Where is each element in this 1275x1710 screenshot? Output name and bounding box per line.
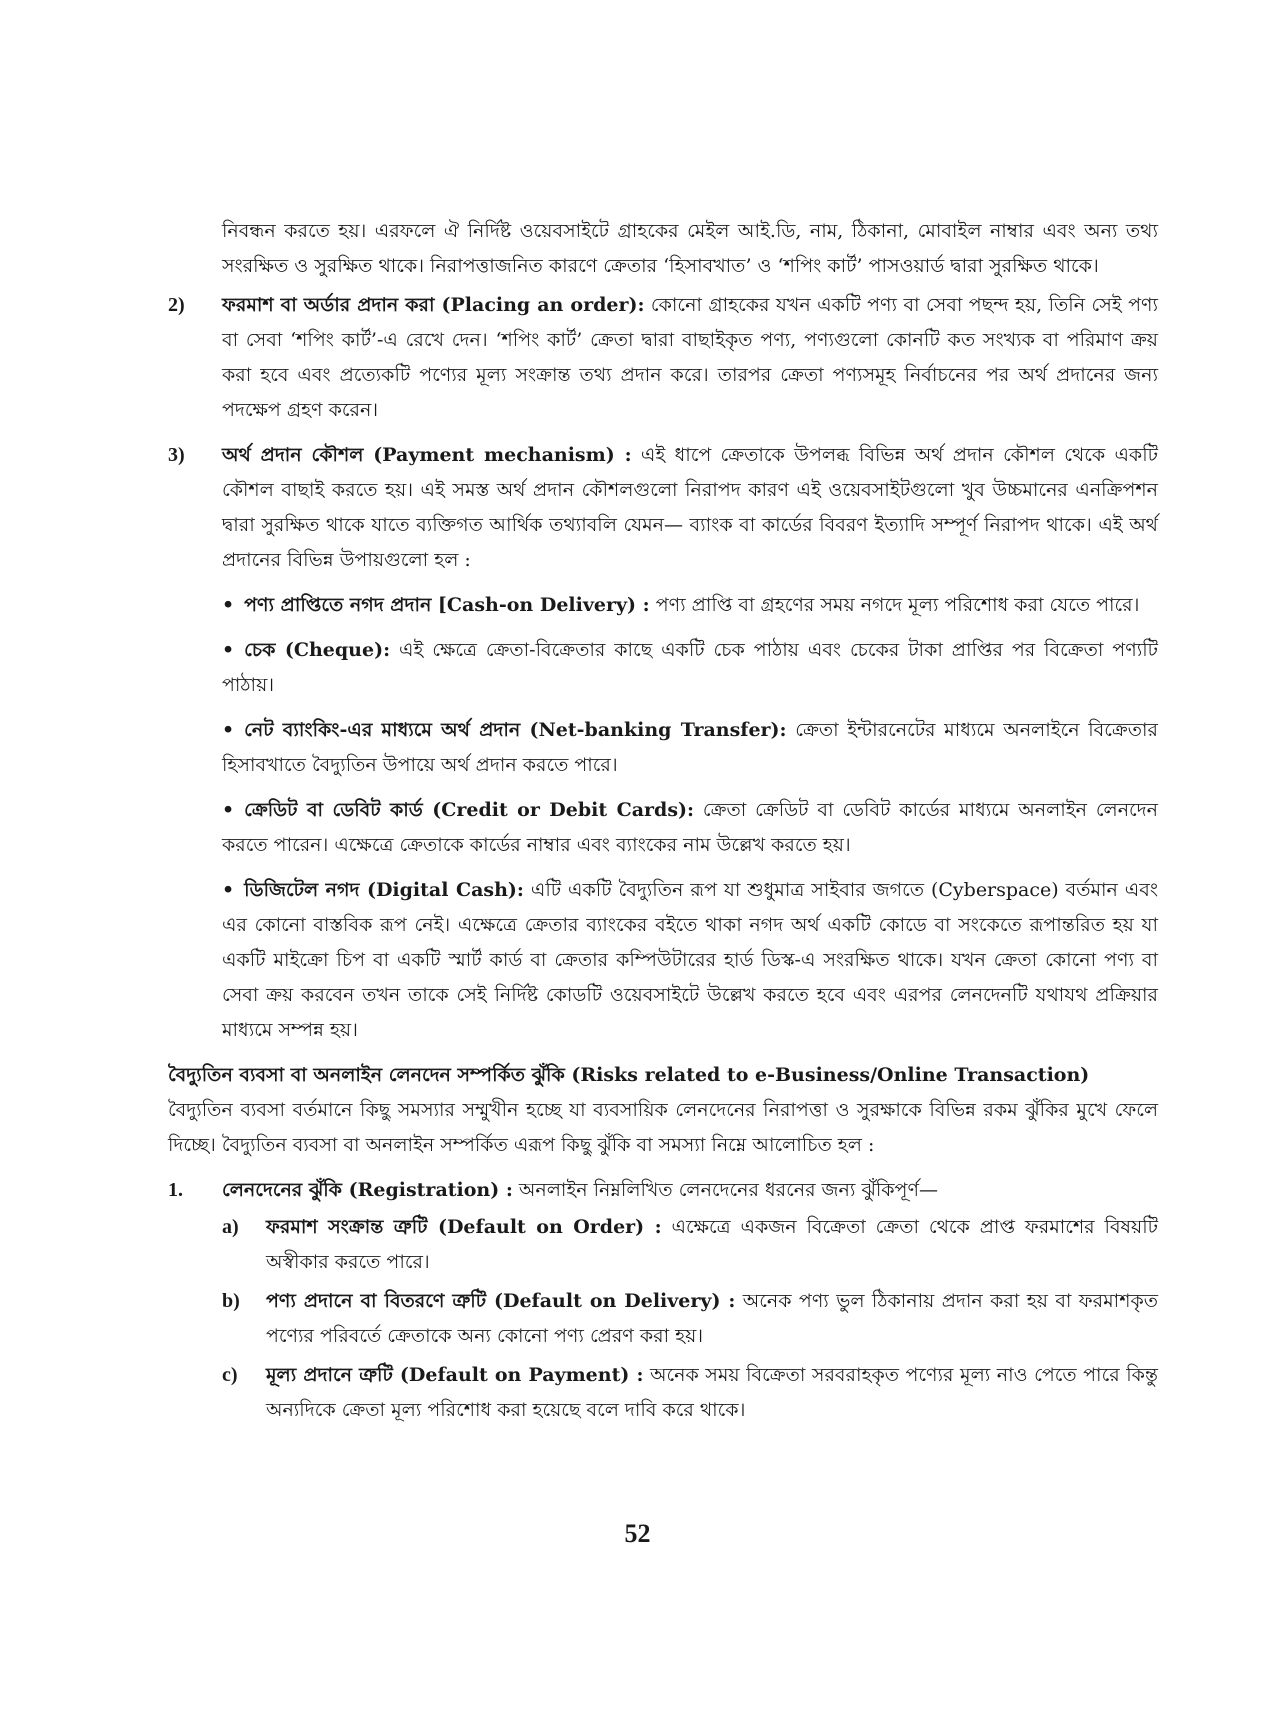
bullet-credit-debit-cards bbox=[222, 793, 1158, 863]
sub-item-default-payment bbox=[222, 1358, 1158, 1428]
bullet-heading: চেক (Cheque): bbox=[244, 639, 391, 661]
bullet-icon: • bbox=[222, 799, 235, 821]
item-text: অনলাইন নিম্নলিখিত লেনদেনের ধরনের জন্য ঝুঁকিপূর্ণ— bbox=[512, 1179, 938, 1201]
bullet-icon: • bbox=[222, 639, 235, 661]
sub-item-letter: a) bbox=[222, 1216, 239, 1238]
page-number: 52 bbox=[624, 1519, 651, 1548]
item-body bbox=[222, 1173, 1158, 1208]
item-body bbox=[222, 288, 1158, 428]
item-number: 1. bbox=[168, 1179, 183, 1201]
item-number: 2) bbox=[168, 294, 185, 316]
page-content bbox=[168, 214, 1158, 1432]
sub-item-default-delivery bbox=[222, 1284, 1158, 1354]
risks-intro: বৈদ্যুতিন ব্যবসা বর্তমানে কিছু সমস্যার সম্মুখীন হচ্ছে যা ব্যবসায়িক লেনদেনের নিরাপত্তা ও সুরক্ষাকে বিভিন্ন রকম ঝুঁকির মুখে ফেলে দিচ্ছে। বৈদ্যুতিন ব্যবসা বা অনলাইন সম্পর্কিত এরূপ কিছু ঝুঁকি বা সমস্যা নিম্নে আলোচিত হল : bbox=[168, 1099, 1158, 1156]
item-text: কোনো গ্রাহকের যখন একটি পণ্য বা সেবা পছন্দ হয়, তিনি সেই পণ্য বা সেবা ‘শপিং কার্ট’-এ রেখে দেন। ‘শপিং কার্ট’ ক্রেতা দ্বারা বাছাইকৃত পণ্য, পণ্যগুলো কোনটি কত সংখ্যক বা পরিমাণ ক্রয় করা হবে এবং প্রত্যেকটি পণ্যের মূল্য সংক্রান্ত তথ্য প্রদান করে। তারপর ক্রেতা পণ্যসমূহ নির্বাচনের পর অর্থ প্রদানের জন্য পদক্ষেপ গ্রহণ করেন। bbox=[222, 294, 1158, 421]
item-placing-order bbox=[168, 288, 1158, 428]
item-text: এই ধাপে ক্রেতাকে উপলব্ধ বিভিন্ন অর্থ প্রদান কৌশল থেকে একটি কৌশল বাছাই করতে হয়। এই সমস্ত অর্থ প্রদান কৌশলগুলো নিরাপদ কারণ এই ওয়েবসাইটগুলো খুব উচ্চমানের এনক্রিপশন দ্বারা সুরক্ষিত থাকে যাতে ব্যক্তিগত আর্থিক তথ্যাবলি যেমন— ব্যাংক বা কার্ডের বিবরণ ইত্যাদি সম্পূর্ণ নিরাপদ থাকে। এই অর্থ প্রদানের বিভিন্ন উপায়গুলো হল : bbox=[222, 444, 1158, 571]
bullet-icon: • bbox=[222, 879, 235, 901]
item-number: 3) bbox=[168, 444, 185, 466]
bullet-digital-cash bbox=[222, 873, 1158, 1048]
item-body bbox=[222, 438, 1158, 578]
intro-paragraph: নিবন্ধন করতে হয়। এরফলে ঐ নির্দিষ্ট ওয়েবসাইটে গ্রাহকের মেইল আই.ডি, নাম, ঠিকানা, মোবাইল নাম্বার এবং অন্য তথ্য সংরক্ষিত ও সুরক্ষিত থাকে। নিরাপত্তাজনিত কারণে ক্রেতার ‘হিসাবখাত’ ও ‘শপিং কার্ট’ পাসওয়ার্ড দ্বারা সুরক্ষিত থাকে। bbox=[222, 220, 1158, 277]
bullet-heading: নেট ব্যাংকিং-এর মাধ্যমে অর্থ প্রদান (Net-banking Transfer): bbox=[244, 719, 787, 741]
bullet-text: এটি একটি বৈদ্যুতিন রূপ যা শুধুমাত্র সাইবার জগতে (Cyberspace) বর্তমান এবং এর কোনো বাস্তবিক রূপ নেই। এক্ষেত্রে ক্রেতার ব্যাংকের বইতে থাকা নগদ অর্থ একটি কোডে বা সংকেতে রূপান্তরিত হয় যা একটি মাইক্রো চিপ বা একটি স্মার্ট কার্ড বা ক্রেতার কম্পিউটারের হার্ড ডিস্ক-এ সংরক্ষিত থাকে। যখন ক্রেতা কোনো পণ্য বা সেবা ক্রয় করবেন তখন তাকে সেই নির্দিষ্ট কোডটি ওয়েবসাইটে উল্লেখ করতে হবে এবং এরপর লেনদেনটি যথাযথ প্রক্রিয়ার মাধ্যমে সম্পন্ন হয়। bbox=[222, 879, 1158, 1041]
sub-item-body bbox=[266, 1210, 1158, 1280]
bullet-text: ক্রেতা ইন্টারনেটের মাধ্যমে অনলাইনে বিক্রেতার হিসাবখাতে বৈদ্যুতিন উপায়ে অর্থ প্রদান করতে পারে। bbox=[222, 719, 1158, 776]
bullet-icon: • bbox=[222, 719, 235, 741]
item-heading: ফরমাশ বা অর্ডার প্রদান করা (Placing an order): bbox=[222, 294, 645, 316]
sub-item-heading: মূল্য প্রদানে ত্রুটি (Default on Payment) : bbox=[266, 1364, 644, 1386]
sub-item-heading: পণ্য প্রদানে বা বিতরণে ত্রুটি (Default on Delivery) : bbox=[266, 1290, 736, 1312]
bullet-icon: • bbox=[222, 594, 235, 616]
sub-item-text: অনেক পণ্য ভুল ঠিকানায় প্রদান করা হয় বা ফরমাশকৃত পণ্যের পরিবর্তে ক্রেতাকে অন্য কোনো পণ্য প্রেরণ করা হয়। bbox=[266, 1290, 1158, 1347]
sub-item-heading: ফরমাশ সংক্রান্ত ত্রুটি (Default on Order) : bbox=[266, 1216, 662, 1238]
bullet-net-banking bbox=[222, 713, 1158, 783]
bullet-text: এই ক্ষেত্রে ক্রেতা-বিক্রেতার কাছে একটি চেক পাঠায় এবং চেকের টাকা প্রাপ্তির পর বিক্রেতা পণ্যটি পাঠায়। bbox=[222, 639, 1158, 696]
sub-item-text: এক্ষেত্রে একজন বিক্রেতা ক্রেতা থেকে প্রাপ্ত ফরমাশের বিষয়টি অস্বীকার করতে পারে। bbox=[266, 1216, 1158, 1273]
bullet-heading: ডিজিটেল নগদ (Digital Cash): bbox=[244, 879, 524, 901]
sub-item-body bbox=[266, 1284, 1158, 1354]
bullet-text: ক্রেতা ক্রেডিট বা ডেবিট কার্ডের মাধ্যমে অনলাইন লেনদেন করতে পারেন। এক্ষেত্রে ক্রেতাকে কার্ডের নাম্বার এবং ব্যাংকের নাম উল্লেখ করতে হয়। bbox=[222, 799, 1159, 856]
item-payment-mechanism bbox=[168, 438, 1158, 578]
bullet-heading: ক্রেডিট বা ডেবিট কার্ড (Credit or Debit Cards): bbox=[244, 799, 695, 821]
bullet-text: পণ্য প্রাপ্তি বা গ্রহণের সময় নগদে মূল্য পরিশোধ করা যেতে পারে। bbox=[649, 594, 1140, 616]
sub-item-default-order bbox=[222, 1210, 1158, 1280]
bullet-cash-on-delivery bbox=[222, 588, 1158, 623]
bullet-heading: পণ্য প্রাপ্তিতে নগদ প্রদান [Cash-on Delivery) : bbox=[244, 594, 650, 616]
item-heading: অর্থ প্রদান কৌশল (Payment mechanism) : bbox=[222, 444, 632, 466]
sub-item-letter: c) bbox=[222, 1364, 238, 1386]
item-heading: লেনদেনের ঝুঁকি (Registration) : bbox=[222, 1179, 513, 1201]
sub-item-body bbox=[266, 1358, 1158, 1428]
sub-item-letter: b) bbox=[222, 1290, 240, 1312]
sub-item-text: অনেক সময় বিক্রেতা সরবরাহকৃত পণ্যের মূল্য নাও পেতে পারে কিন্তু অন্যদিকে ক্রেতা মূল্য পরিশোধ করা হয়েছে বলে দাবি করে থাকে। bbox=[266, 1364, 1159, 1421]
risks-heading: বৈদ্যুতিন ব্যবসা বা অনলাইন লেনদেন সম্পর্কিত ঝুঁকি (Risks related to e-Business/Online Transaction) bbox=[168, 1064, 1090, 1086]
risk-item-transaction bbox=[168, 1173, 1158, 1208]
bullet-cheque bbox=[222, 633, 1158, 703]
